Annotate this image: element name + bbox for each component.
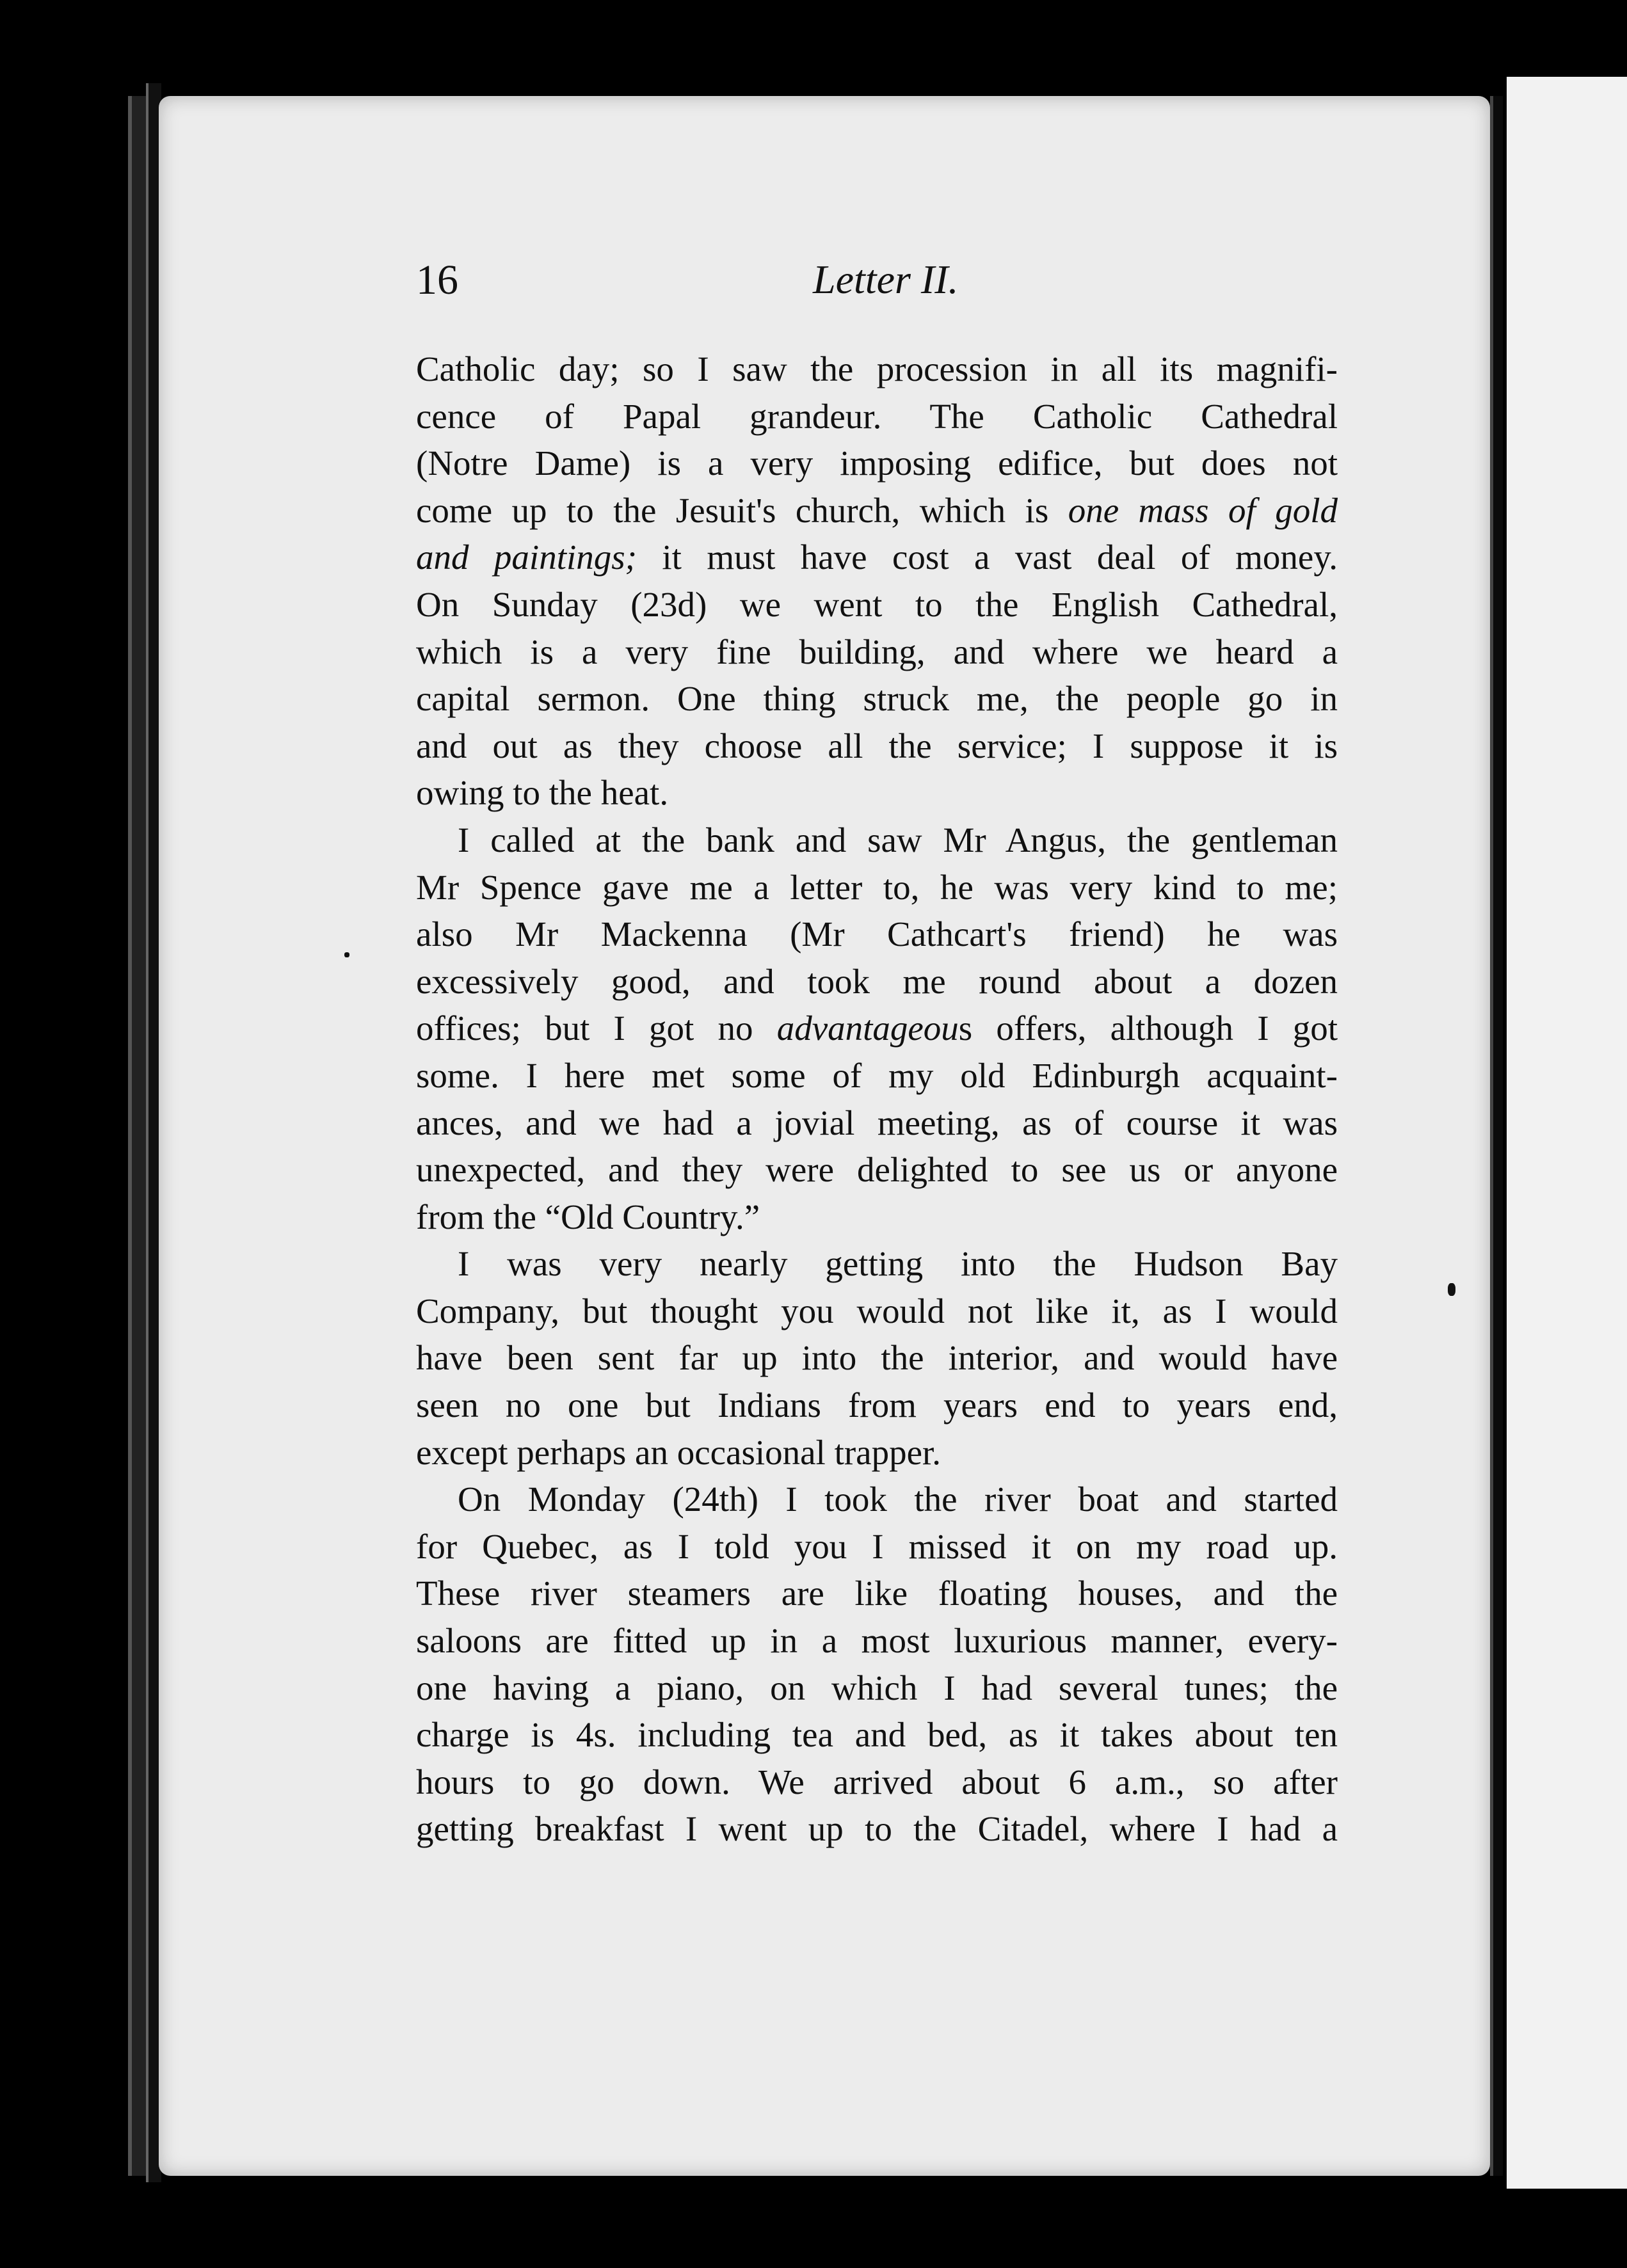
text-line: for Quebec, as I told you I missed it on my road up. [416, 1526, 1338, 1566]
text-line [416, 487, 1338, 534]
text-line: charge is 4s. including tea and bed, as it takes about ten [416, 1715, 1338, 1755]
text-fragment: it must have cost a vast deal of money. [662, 538, 1338, 577]
text-line: These river steamers are like floating houses, and the [416, 1574, 1338, 1613]
text-line: except perhaps an occasional trapper. [416, 1432, 942, 1472]
text-line: one having a piano, on which I had several tunes; the [416, 1668, 1338, 1707]
text-line: Mr Spence gave me a letter to, he was very kind to me; [416, 867, 1338, 907]
text-line: have been sent far up into the interior, and would have [416, 1338, 1338, 1378]
text-line: seen no one but Indians from years end to years end, [416, 1386, 1338, 1425]
paragraph [416, 1240, 1338, 1476]
text-line: excessively good, and took me round about a dozen [416, 961, 1338, 1001]
page-number: 16 [416, 257, 458, 303]
text-line: On Sunday (23d) we went to the English Cathedral, [416, 584, 1338, 624]
paragraph [416, 346, 1338, 817]
text-line: owing to the heat. [416, 773, 669, 813]
text-line: which is a very fine building, and where we heard a [416, 632, 1338, 671]
text-line: saloons are fitted up in a most luxurious manner, every- [416, 1621, 1338, 1661]
text-line: hours to go down. We arrived about 6 a.m., so after [416, 1762, 1338, 1801]
ink-speck [344, 952, 349, 957]
text-line: from the “Old Country.” [416, 1197, 760, 1236]
ink-speck [1448, 1283, 1455, 1296]
running-head: Letter II. [813, 257, 959, 302]
page-header [416, 256, 1344, 326]
text-line: capital sermon. One thing struck me, the people go in [416, 679, 1338, 719]
text-line [416, 534, 1338, 581]
text-line: I was very nearly getting into the Hudson Bay [458, 1244, 1338, 1284]
text-fragment: s offers, although I got [958, 1009, 1338, 1048]
text-line: cence of Papal grandeur. The Catholic Cathedral [416, 396, 1338, 436]
facing-page-strip [1507, 77, 1627, 2189]
paragraph [416, 817, 1338, 1240]
text-line: getting breakfast I went up to the Citadel, where I had a [416, 1809, 1338, 1849]
text-line: On Monday (24th) I took the river boat and started [458, 1480, 1338, 1519]
text-fragment: offices; but I got no [416, 1009, 777, 1048]
text-line: unexpected, and they were delighted to see us or anyone [416, 1150, 1338, 1190]
text-line [416, 1005, 1338, 1052]
text-line: and out as they choose all the service; I suppose it is [416, 726, 1338, 765]
italic-text: one mass of gold [1068, 490, 1338, 530]
text-line: some. I here met some of my old Edinburgh acquaint- [416, 1055, 1338, 1095]
text-fragment: come up to the Jesuit's church, which is [416, 490, 1068, 530]
body-text [416, 346, 1338, 1853]
italic-text: and paintings; [416, 538, 637, 577]
italic-text: advantageou [776, 1009, 959, 1048]
text-line: also Mr Mackenna (Mr Cathcart's friend) he was [416, 914, 1338, 954]
text-line: ances, and we had a jovial meeting, as of course it was [416, 1103, 1338, 1142]
text-line: Company, but thought you would not like it, as I would [416, 1291, 1338, 1330]
text-line: (Notre Dame) is a very imposing edifice, but does not [416, 443, 1338, 483]
text-line: Catholic day; so I saw the procession in all its magnifi- [416, 349, 1338, 388]
paragraph [416, 1476, 1338, 1853]
text-line: I called at the bank and saw Mr Angus, the gentleman [458, 820, 1338, 859]
